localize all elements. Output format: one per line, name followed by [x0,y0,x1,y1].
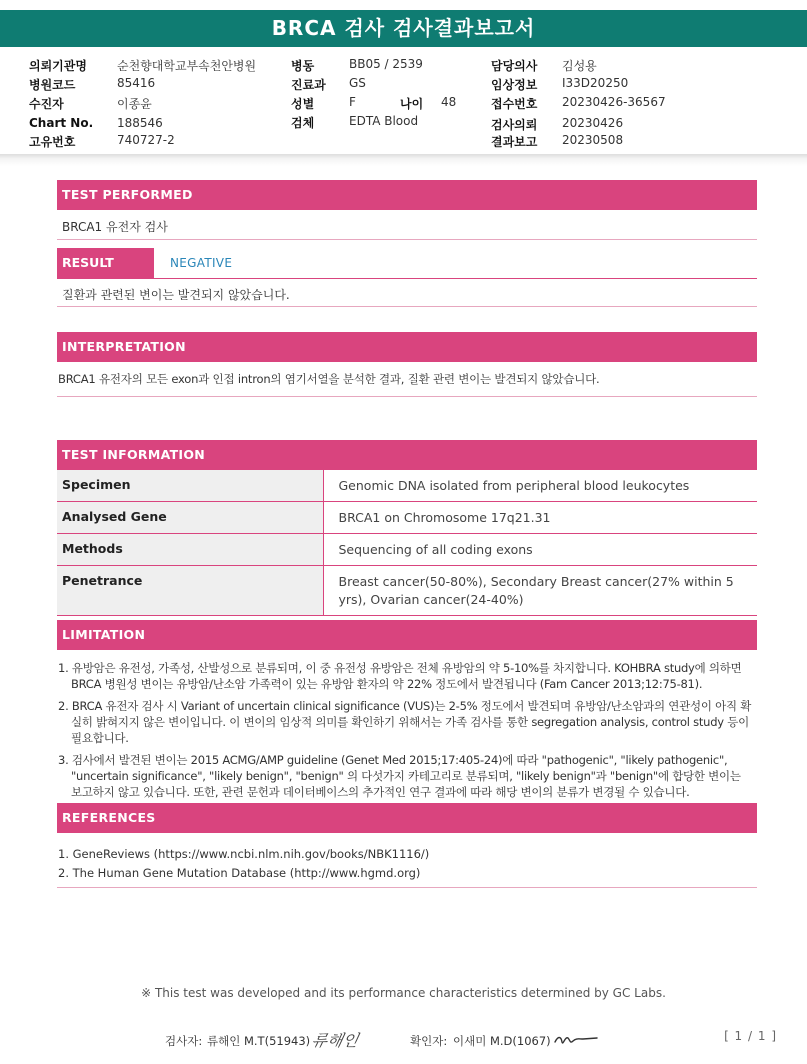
request-label: 검사의뢰 [491,118,538,132]
institution-label: 의뢰기관명 [29,59,87,73]
divider [57,887,757,888]
specimen-value: EDTA Blood [349,114,419,128]
clinical-value: I33D20250 [562,76,629,90]
sex-value: F [349,95,356,109]
page-indicator: [ 1 / 1 ] [724,1029,777,1043]
id-label: 고유번호 [29,135,76,149]
limitation-heading: LIMITATION [57,620,757,650]
table-row [57,502,757,534]
references-list [58,845,429,883]
patient-label: 수진자 [29,97,64,111]
list-item: 1. GeneReviews (https://www.ncbi.nlm.nih.gov/books/NBK1116/) [58,847,430,861]
specimen-label: 검체 [291,116,315,130]
info-key: Methods [57,534,323,566]
age-label: 나이 [400,97,424,111]
dept-value: GS [349,76,366,90]
info-key: Analysed Gene [57,502,323,534]
confirmer-signature-icon [553,1030,599,1050]
limitation-list [58,660,755,806]
test-information-table [57,470,757,616]
info-key: Specimen [57,470,323,502]
tester-value: 류해인 M.T(51943) [207,1034,311,1048]
dept-label: 진료과 [291,78,326,92]
divider [57,306,757,307]
list-item: 2. BRCA 유전자 검사 시 Variant of uncertain clinical significance (VUS)는 2-5% 정도에서 발견되며 유방암/난소암과의 연관성이 아직 확실히 밝혀지지 않은 변이입니다. 이 변이의 임상적 의미를 확인하기 위해서는 가족 검사를 통한 segregation analysis, control study 등이 필요합니다. [58,699,752,745]
confirmer-label: 확인자: [410,1034,448,1048]
report-title: BRCA 검사 검사결과보고서 [0,10,807,47]
tester-label: 검사자: [165,1034,203,1048]
chart-value: 188546 [117,116,163,130]
interpretation-heading: INTERPRETATION [57,332,757,362]
info-value: Sequencing of all coding exons [323,534,757,566]
interpretation-text: BRCA1 유전자의 모든 exon과 인접 intron의 염기서열을 분석한 결과, 질환 관련 변이는 발견되지 않았습니다. [58,372,600,386]
confirmer-value: 이새미 M.D(1067) [453,1034,551,1048]
result-text: 질환과 관련된 변이는 발견되지 않았습니다. [62,288,290,302]
header-divider [0,154,807,166]
receipt-value: 20230426-36567 [562,95,666,109]
table-row [57,534,757,566]
tester-signature: 류해인 [309,1031,361,1050]
report-date-value: 20230508 [562,133,624,147]
list-item: 1. 유방암은 유전성, 가족성, 산발성으로 분류되며, 이 중 유전성 유방암은 전체 유방암의 약 5-10%를 차지합니다. KOHBRA study에 의하면 BRCA 병원성 변이는 유방암/난소암 가족력이 있는 유방암 환자의 약 22% 정도에서 발견됩니다 (Fam Cancer 2013;12:75-81). [58,661,742,691]
divider [57,239,757,240]
list-item: 2. The Human Gene Mutation Database (http://www.hgmd.org) [58,866,421,880]
result-heading: RESULT [57,248,154,278]
report-date-label: 결과보고 [491,135,538,149]
divider [57,278,757,279]
hospital-code-value: 85416 [117,76,156,90]
doctor-value: 김성용 [562,59,597,73]
chart-label: Chart No. [29,116,94,130]
info-value: Breast cancer(50-80%), Secondary Breast cancer(27% within 5 yrs), Ovarian cancer(24-40%) [323,566,757,616]
request-value: 20230426 [562,116,624,130]
info-key: Penetrance [57,566,323,616]
divider [57,396,757,397]
list-item: 3. 검사에서 발견된 변이는 2015 ACMG/AMP guideline (Genet Med 2015;17:405-24)에 따라 "pathogenic", "likely pathogenic", "uncertain significance", "likely benign", "benign" 의 다섯가지 카테고리로 분류되며, "likely benign"과 "benign"에 합당한 변이는 보고하지 않고 있습니다. 또한, 관련 문헌과 데이터베이스의 추가적인 연구 결과에 따라 해당 변이의 분류가 변경될 수 있습니다. [58,753,741,799]
test-performed-heading: TEST PERFORMED [57,180,757,210]
age-value: 48 [441,95,457,109]
result-value: NEGATIVE [170,256,233,270]
ward-value: BB05 / 2539 [349,57,423,71]
institution-value: 순천향대학교부속천안병원 [117,59,257,73]
doctor-label: 담당의사 [491,59,538,73]
footer-note: ※ This test was developed and its performance characteristics determined by GC Labs. [141,986,666,1000]
clinical-label: 임상정보 [491,78,538,92]
ward-label: 병동 [291,59,315,73]
sex-label: 성별 [291,97,315,111]
test-performed-value: BRCA1 유전자 검사 [62,220,168,234]
references-heading: REFERENCES [57,803,757,833]
test-information-heading: TEST INFORMATION [57,440,757,470]
id-value: 740727-2 [117,133,175,147]
patient-value: 이종윤 [117,97,152,111]
info-value: Genomic DNA isolated from peripheral blood leukocytes [323,470,757,502]
info-value: BRCA1 on Chromosome 17q21.31 [323,502,757,534]
table-row [57,566,757,616]
hospital-code-label: 병원코드 [29,78,76,92]
table-row [57,470,757,502]
receipt-label: 접수번호 [491,97,538,111]
